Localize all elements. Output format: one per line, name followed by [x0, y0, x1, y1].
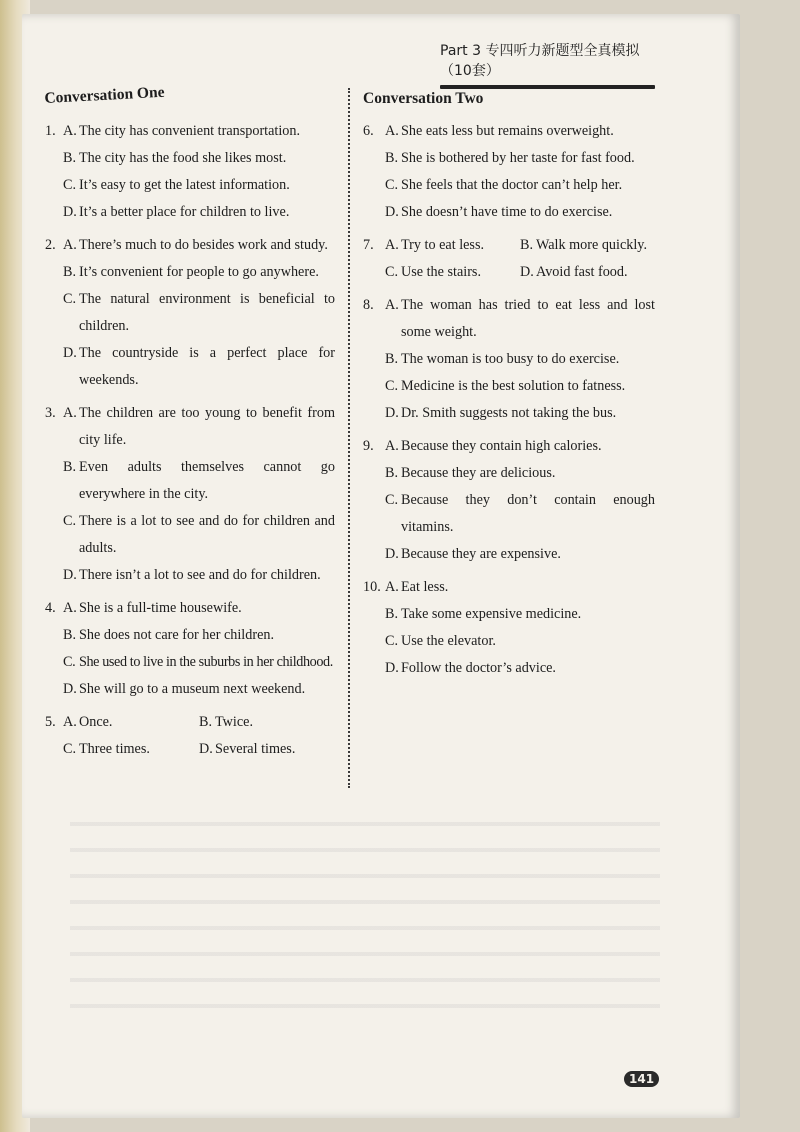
option	[63, 118, 335, 145]
option-letter: D.	[385, 405, 399, 421]
option-text: Use the stairs.	[401, 264, 481, 280]
option	[385, 118, 655, 145]
question-number: 7.	[363, 237, 374, 253]
question	[363, 292, 655, 427]
header-rule	[440, 85, 655, 89]
option-text: It’s easy to get the latest information.	[79, 177, 290, 193]
header-title: Part 3 专四听力新题型全真模拟（10套）	[440, 43, 640, 79]
conversation-two-column	[363, 90, 655, 688]
option	[385, 574, 655, 601]
option	[63, 622, 335, 649]
option-letter: A.	[385, 579, 399, 595]
option-text: The children are too young to benefit from city life.	[79, 405, 335, 448]
question	[45, 595, 335, 703]
option-letter: D.	[199, 741, 213, 757]
option-text: She used to live in the suburbs in her childhood.	[79, 654, 333, 670]
option-text: Use the elevator.	[401, 633, 496, 649]
question-number: 3.	[45, 405, 56, 421]
option	[385, 601, 655, 628]
option-text: Because they don’t contain enough vitamins.	[401, 492, 655, 535]
option	[63, 676, 335, 703]
option	[199, 736, 335, 763]
option-text: There isn’t a lot to see and do for children.	[79, 567, 321, 583]
option-text: The countryside is a perfect place for weekends.	[79, 345, 335, 388]
option-text: She feels that the doctor can’t help her.	[401, 177, 623, 193]
option-letter: B.	[385, 351, 399, 367]
option-letter: B.	[385, 465, 399, 481]
option-text: She is a full-time housewife.	[79, 600, 242, 616]
option	[63, 649, 335, 676]
question	[45, 118, 335, 226]
option-letter: C.	[63, 513, 77, 529]
option-text: Dr. Smith suggests not taking the bus.	[401, 405, 617, 421]
question-number: 4.	[45, 600, 56, 616]
option	[385, 172, 655, 199]
option-text: Three times.	[79, 741, 150, 757]
option	[385, 373, 655, 400]
option-row	[385, 259, 655, 286]
option-letter: B.	[63, 459, 77, 475]
page-number: 141	[624, 1071, 659, 1087]
option-text: The city has convenient transportation.	[79, 123, 301, 139]
question	[45, 400, 335, 589]
option-letter: A.	[385, 123, 399, 139]
question-number: 8.	[363, 297, 374, 313]
question-number: 5.	[45, 714, 56, 730]
option	[385, 655, 655, 682]
option-letter: D.	[63, 345, 77, 361]
option-letter: A.	[63, 600, 77, 616]
option	[385, 628, 655, 655]
option-letter: C.	[63, 291, 77, 307]
question	[363, 433, 655, 568]
option	[63, 259, 335, 286]
option-text: Even adults themselves cannot go everywhere in the city.	[79, 459, 335, 502]
option	[63, 145, 335, 172]
option-letter: D.	[385, 660, 399, 676]
option-letter: A.	[385, 237, 399, 253]
option	[385, 400, 655, 427]
option	[385, 541, 655, 568]
option-text: Several times.	[215, 741, 296, 757]
option	[385, 487, 655, 541]
option-letter: D.	[63, 567, 77, 583]
option-text: She eats less but remains overweight.	[401, 123, 614, 139]
option-text: Medicine is the best solution to fatness.	[401, 378, 626, 394]
option-letter: C.	[385, 177, 399, 193]
option-text: It’s a better place for children to live.	[79, 204, 290, 220]
option-letter: B.	[199, 714, 213, 730]
option-letter: C.	[385, 633, 399, 649]
option-letter: B.	[63, 150, 77, 166]
question	[363, 232, 655, 286]
section-title: Conversation Two	[363, 90, 484, 107]
option	[385, 145, 655, 172]
option-letter: B.	[63, 627, 77, 643]
option	[385, 259, 520, 286]
option	[63, 736, 199, 763]
option-letter: B.	[63, 264, 77, 280]
running-header	[440, 40, 655, 89]
option-text: There is a lot to see and do for children and adults.	[79, 513, 335, 556]
question	[363, 118, 655, 226]
option-text: Walk more quickly.	[536, 237, 648, 253]
option-text: Because they are expensive.	[401, 546, 561, 562]
option	[63, 400, 335, 454]
option-letter: B.	[385, 150, 399, 166]
option	[63, 340, 335, 394]
option	[63, 232, 335, 259]
option-letter: A.	[63, 237, 77, 253]
column-divider	[348, 88, 350, 788]
option-letter: C.	[63, 741, 77, 757]
option-text: Twice.	[215, 714, 254, 730]
option	[385, 199, 655, 226]
option-text: The natural environment is beneficial to children.	[79, 291, 335, 334]
option-text: The woman is too busy to do exercise.	[401, 351, 620, 367]
option	[385, 433, 655, 460]
option-letter: A.	[63, 123, 77, 139]
option-letter: A.	[385, 438, 399, 454]
option-text: She does not care for her children.	[79, 627, 275, 643]
question-number: 10.	[363, 579, 381, 595]
option-text: Avoid fast food.	[536, 264, 628, 280]
option	[385, 460, 655, 487]
option-text: It’s convenient for people to go anywhere.	[79, 264, 319, 280]
option	[63, 199, 335, 226]
option-text: Once.	[79, 714, 113, 730]
option-letter: B.	[520, 237, 534, 253]
option-letter: D.	[520, 264, 534, 280]
option	[63, 172, 335, 199]
option-row	[385, 232, 655, 259]
option-letter: C.	[63, 654, 76, 670]
question-number: 9.	[363, 438, 374, 454]
conversation-one-column	[44, 83, 335, 769]
option	[63, 454, 335, 508]
option-letter: B.	[385, 606, 399, 622]
question	[45, 709, 335, 763]
option-letter: D.	[385, 546, 399, 562]
option	[385, 232, 520, 259]
option-text: Try to eat less.	[401, 237, 485, 253]
question	[45, 232, 335, 394]
option-letter: D.	[385, 204, 399, 220]
option	[385, 292, 655, 346]
option-text: She is bothered by her taste for fast food.	[401, 150, 635, 166]
option-text: Take some expensive medicine.	[401, 606, 582, 622]
option	[63, 595, 335, 622]
option-letter: C.	[385, 492, 399, 508]
question-number: 1.	[45, 123, 56, 139]
option-text: She will go to a museum next weekend.	[79, 681, 306, 697]
option	[63, 286, 335, 340]
option-letter: D.	[63, 204, 77, 220]
option-letter: A.	[385, 297, 399, 313]
show-through-text	[70, 800, 660, 1030]
option-text: There’s much to do besides work and study.	[79, 237, 328, 253]
option-letter: C.	[385, 378, 399, 394]
option	[63, 508, 335, 562]
option-row	[63, 736, 335, 763]
option-text: Because they are delicious.	[401, 465, 556, 481]
option	[520, 259, 655, 286]
question-number: 2.	[45, 237, 56, 253]
option-letter: C.	[385, 264, 399, 280]
section-title: Conversation One	[44, 83, 165, 108]
option-letter: C.	[63, 177, 77, 193]
option-letter: A.	[63, 405, 77, 421]
option-letter: D.	[63, 681, 77, 697]
option-text: Because they contain high calories.	[401, 438, 602, 454]
option	[63, 562, 335, 589]
option	[385, 346, 655, 373]
option	[63, 709, 199, 736]
question-number: 6.	[363, 123, 374, 139]
option	[520, 232, 655, 259]
question	[363, 574, 655, 682]
option-text: She doesn’t have time to do exercise.	[401, 204, 613, 220]
option-row	[63, 709, 335, 736]
option-text: Follow the doctor’s advice.	[401, 660, 556, 676]
option	[199, 709, 335, 736]
option-text: The woman has tried to eat less and lost some weight.	[401, 297, 655, 340]
option-letter: A.	[63, 714, 77, 730]
option-text: The city has the food she likes most.	[79, 150, 287, 166]
option-text: Eat less.	[401, 579, 449, 595]
